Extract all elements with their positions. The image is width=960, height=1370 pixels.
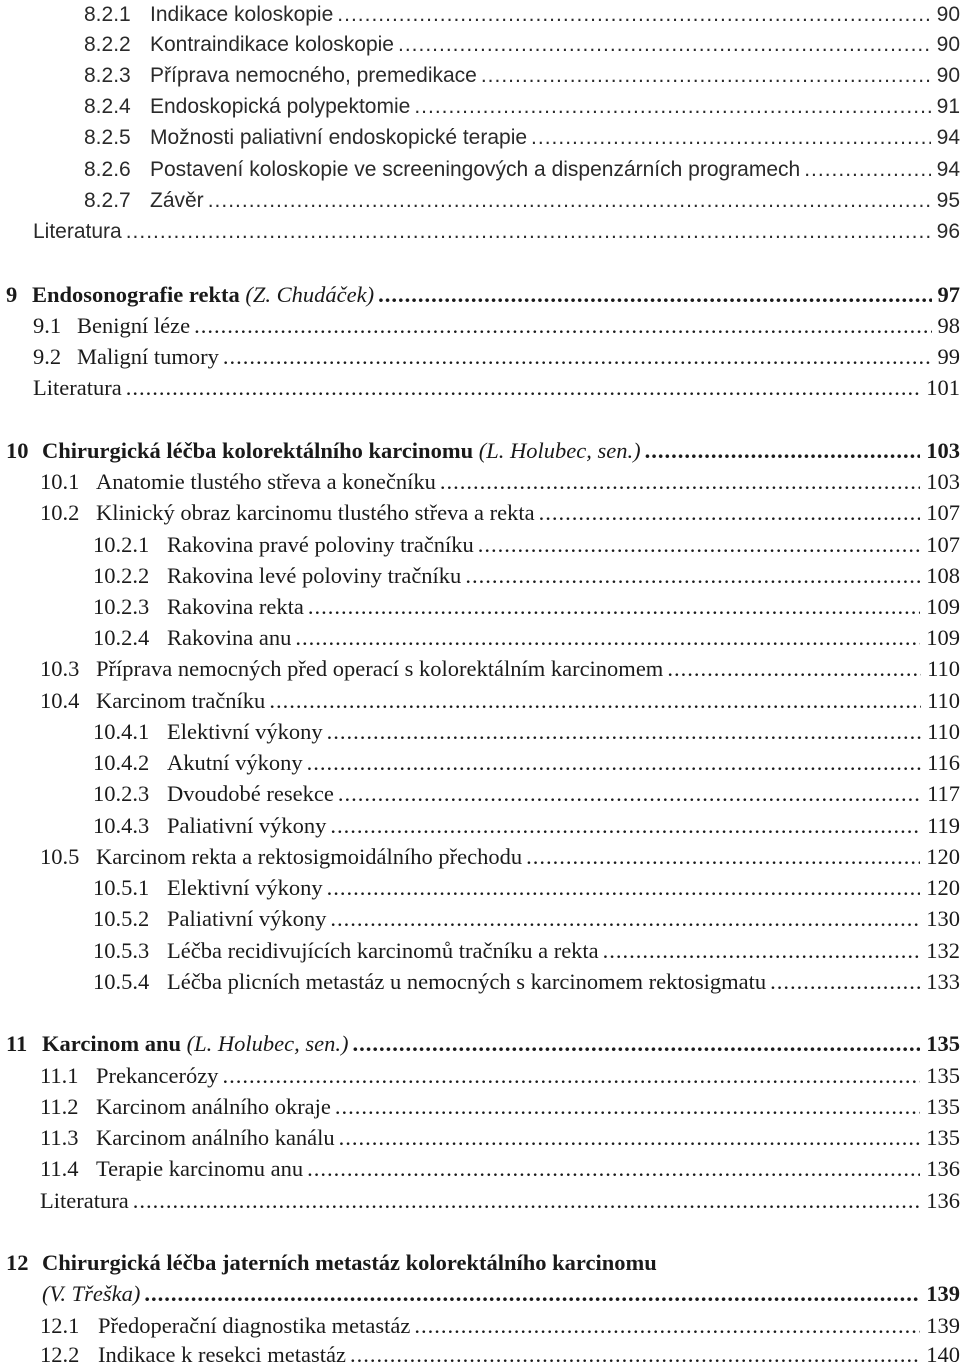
chapter-author: (L. Holubec, sen.)	[478, 438, 641, 463]
dot-leader	[398, 30, 931, 60]
entry-page: 95	[936, 189, 960, 212]
entry-title: Léčba plicních metastáz u nemocných s karcinomem rektosigmatu	[167, 969, 767, 994]
entry-number: 11.2	[40, 1094, 79, 1119]
entry-title: Indikace k resekci metastáz	[98, 1342, 346, 1367]
chapter-title-text: Chirurgická léčba jaterních metastáz kolorektálního karcinomu	[42, 1250, 657, 1275]
entry-page: 135	[926, 1125, 960, 1150]
entry-title: Léčba recidivujících karcinomů tračníku a rekta	[167, 938, 599, 963]
dot-leader	[770, 967, 920, 997]
chapter-page: 135	[926, 1031, 960, 1056]
toc-entry	[93, 530, 960, 560]
entry-number: 10.4.1	[93, 719, 150, 744]
entry-page: 133	[926, 969, 960, 994]
dot-leader	[307, 1154, 920, 1184]
entry-title: Maligní tumory	[77, 344, 219, 369]
dot-leader	[645, 436, 921, 466]
entry-number: 10.2.3	[93, 781, 150, 806]
chapter-title	[42, 436, 641, 466]
dot-leader	[194, 311, 931, 341]
chapter-title-text: Chirurgická léčba kolorektálního karcinomu	[42, 438, 474, 463]
entry-number: 10.5.4	[93, 969, 150, 994]
entry-title: Benigní léze	[77, 313, 191, 338]
dot-leader	[133, 1186, 921, 1216]
toc-entry	[84, 92, 960, 122]
toc-entry	[84, 30, 960, 60]
entry-title: Klinický obraz karcinomu tlustého střeva a rekta	[96, 500, 535, 525]
toc-entry	[93, 748, 960, 778]
entry-title: Elektivní výkony	[167, 719, 323, 744]
dot-leader	[350, 1340, 920, 1370]
entry-number: 10.3	[40, 656, 80, 681]
entry-number: 10.2.4	[93, 625, 150, 650]
entry-title: Dvoudobé resekce	[167, 781, 334, 806]
toc-entry	[93, 717, 960, 747]
entry-number: 12.2	[40, 1342, 80, 1367]
dot-leader	[338, 779, 921, 809]
entry-page: 132	[926, 938, 960, 963]
dot-leader	[339, 1123, 921, 1153]
dot-leader	[222, 1061, 920, 1091]
entry-title: Rakovina anu	[167, 625, 292, 650]
toc-entry	[40, 1311, 960, 1341]
entry-page: 110	[927, 719, 960, 744]
dot-leader	[478, 530, 920, 560]
entry-page: 136	[926, 1156, 960, 1181]
toc-entry	[93, 592, 960, 622]
entry-page: 135	[926, 1094, 960, 1119]
entry-number: 8.2.6	[84, 158, 131, 181]
toc-entry	[40, 686, 960, 716]
entry-page: 130	[926, 906, 960, 931]
entry-title: Karcinom rekta a rektosigmoidálního přechodu	[96, 844, 523, 869]
entry-page: 110	[927, 656, 960, 681]
entry-number: 10.5	[40, 844, 80, 869]
entry-title: Terapie karcinomu anu	[96, 1156, 304, 1181]
entry-page: 99	[937, 344, 960, 369]
chapter-number: 9	[6, 282, 18, 307]
entry-title: Příprava nemocných před operací s kolorektálním karcinomem	[96, 656, 664, 681]
entry-page: 101	[926, 375, 960, 400]
chapter-title	[32, 280, 374, 310]
entry-page: 110	[927, 688, 960, 713]
toc-entry	[93, 779, 960, 809]
dot-leader	[539, 498, 921, 528]
entry-title: Literatura	[33, 375, 122, 400]
toc-entry	[40, 654, 960, 684]
toc-entry	[84, 123, 960, 153]
entry-number: 10.1	[40, 469, 80, 494]
toc-entry	[93, 936, 960, 966]
entry-number: 8.2.5	[84, 126, 131, 149]
entry-title: Anatomie tlustého střeva a konečníku	[96, 469, 436, 494]
entry-number: 8.2.2	[84, 33, 131, 56]
entry-title: Literatura	[40, 1188, 129, 1213]
dot-leader	[667, 654, 921, 684]
entry-title: Rakovina rekta	[167, 594, 304, 619]
entry-number: 9.1	[33, 313, 62, 338]
entry-number: 11.1	[40, 1063, 79, 1088]
dot-leader	[327, 717, 921, 747]
entry-title: Kontraindikace koloskopie	[150, 33, 394, 56]
entry-title: Prekancerózy	[96, 1063, 219, 1088]
entry-page: 120	[926, 844, 960, 869]
toc-entry	[93, 623, 960, 653]
entry-page: 139	[926, 1313, 960, 1338]
toc-entry	[84, 61, 960, 91]
toc-chapter	[6, 280, 960, 310]
entry-number: 8.2.7	[84, 189, 131, 212]
toc-chapter	[42, 1279, 960, 1309]
entry-page: 107	[926, 500, 960, 525]
entry-page: 109	[926, 625, 960, 650]
entry-number: 9.2	[33, 344, 62, 369]
entry-page: 107	[926, 532, 960, 557]
toc-entry	[40, 467, 960, 497]
entry-number: 11.3	[40, 1125, 79, 1150]
entry-page: 117	[927, 781, 960, 806]
entry-title: Postavení koloskopie ve screeningových a dispenzárních programech	[150, 158, 801, 181]
entry-title: Možnosti paliativní endoskopické terapie	[150, 126, 528, 149]
toc-entry	[93, 811, 960, 841]
toc-entry	[84, 0, 960, 30]
entry-title: Paliativní výkony	[167, 906, 327, 931]
toc-entry-literature	[33, 217, 960, 247]
dot-leader	[378, 280, 931, 310]
entry-number: 10.4	[40, 688, 80, 713]
entry-title: Akutní výkony	[167, 750, 303, 775]
chapter-title	[42, 1029, 348, 1059]
entry-page: 98	[937, 313, 960, 338]
entry-page: 109	[926, 594, 960, 619]
dot-leader	[481, 61, 931, 91]
entry-page: 120	[926, 875, 960, 900]
toc-entry	[40, 498, 960, 528]
entry-title: Elektivní výkony	[167, 875, 323, 900]
dot-leader	[308, 592, 920, 622]
entry-title: Endoskopická polypektomie	[150, 95, 411, 118]
entry-title: Předoperační diagnostika metastáz	[98, 1313, 411, 1338]
dot-leader	[414, 1311, 920, 1341]
entry-page: 135	[926, 1063, 960, 1088]
entry-page: 91	[936, 95, 960, 118]
entry-page: 119	[927, 813, 960, 838]
dot-leader	[330, 811, 921, 841]
toc-chapter	[6, 1029, 960, 1059]
entry-title: Paliativní výkony	[167, 813, 327, 838]
toc-entry	[93, 873, 960, 903]
entry-page: 94	[936, 158, 960, 181]
toc-entry	[40, 1123, 960, 1153]
entry-number: 10.5.2	[93, 906, 150, 931]
toc-entry	[33, 311, 960, 341]
entry-number: 10.2	[40, 500, 80, 525]
chapter-page: 139	[926, 1281, 960, 1306]
toc-entry-literature	[33, 373, 960, 403]
dot-leader	[223, 342, 932, 372]
entry-number: 10.4.2	[93, 750, 150, 775]
entry-title: Karcinom análního okraje	[96, 1094, 331, 1119]
dot-leader	[327, 873, 921, 903]
chapter-author: (L. Holubec, sen.)	[186, 1031, 349, 1056]
toc-entry	[84, 186, 960, 216]
entry-title: Karcinom análního kanálu	[96, 1125, 335, 1150]
entry-page: 108	[926, 563, 960, 588]
dot-leader	[603, 936, 921, 966]
entry-title: Rakovina levé poloviny tračníku	[167, 563, 462, 588]
chapter-number: 12	[6, 1250, 29, 1275]
entry-title: Karcinom tračníku	[96, 688, 266, 713]
entry-title: Příprava nemocného, premedikace	[150, 64, 477, 87]
dot-leader	[126, 373, 921, 403]
toc-chapter	[6, 436, 960, 466]
entry-page: 136	[926, 1188, 960, 1213]
entry-title: Indikace koloskopie	[150, 3, 334, 26]
entry-number: 8.2.1	[84, 3, 131, 26]
chapter-title-text: Karcinom anu	[42, 1031, 181, 1056]
chapter-title-text: Endosonografie rekta	[32, 282, 240, 307]
entry-title: Literatura	[33, 220, 122, 243]
toc-entry	[93, 967, 960, 997]
entry-page: 90	[936, 3, 960, 26]
entry-page: 103	[926, 469, 960, 494]
dot-leader	[307, 748, 921, 778]
entry-number: 12.1	[40, 1313, 80, 1338]
chapter-author: (Z. Chudáček)	[245, 282, 375, 307]
entry-number: 8.2.3	[84, 64, 131, 87]
toc-entry	[40, 1340, 960, 1370]
dot-leader	[804, 155, 930, 185]
toc-entry	[33, 342, 960, 372]
dot-leader	[337, 0, 930, 30]
toc-chapter-heading	[6, 1248, 657, 1278]
dot-leader	[335, 1092, 920, 1122]
toc-entry	[40, 1154, 960, 1184]
dot-leader	[531, 123, 931, 153]
chapter-number: 10	[6, 438, 29, 463]
dot-leader	[414, 92, 930, 122]
dot-leader	[526, 842, 920, 872]
toc-entry	[40, 1061, 960, 1091]
dot-leader	[352, 1029, 920, 1059]
chapter-page: 97	[937, 282, 960, 307]
entry-number: 10.4.3	[93, 813, 150, 838]
entry-title: Rakovina pravé poloviny tračníku	[167, 532, 474, 557]
dot-leader	[330, 904, 920, 934]
dot-leader	[208, 186, 931, 216]
dot-leader	[440, 467, 920, 497]
entry-page: 116	[927, 750, 960, 775]
toc-entry-literature	[40, 1186, 960, 1216]
entry-page: 94	[936, 126, 960, 149]
dot-leader	[269, 686, 921, 716]
entry-number: 10.2.2	[93, 563, 150, 588]
entry-page: 90	[936, 33, 960, 56]
toc-entry	[93, 904, 960, 934]
dot-leader	[126, 217, 931, 247]
toc-entry	[84, 155, 960, 185]
dot-leader	[465, 561, 920, 591]
entry-title: Závěr	[150, 189, 204, 212]
toc-entry	[40, 842, 960, 872]
entry-number: 10.2.1	[93, 532, 150, 557]
entry-page: 90	[936, 64, 960, 87]
entry-number: 10.2.3	[93, 594, 150, 619]
entry-number: 11.4	[40, 1156, 79, 1181]
entry-page: 140	[926, 1342, 960, 1367]
dot-leader	[295, 623, 920, 653]
chapter-title	[42, 1279, 140, 1309]
toc-entry	[40, 1092, 960, 1122]
toc-entry	[93, 561, 960, 591]
chapter-author: (V. Třeška)	[42, 1281, 141, 1306]
chapter-number: 11	[6, 1031, 28, 1056]
dot-leader	[144, 1279, 920, 1309]
chapter-page: 103	[926, 438, 960, 463]
entry-number: 10.5.3	[93, 938, 150, 963]
entry-number: 8.2.4	[84, 95, 131, 118]
entry-number: 10.5.1	[93, 875, 150, 900]
entry-page: 96	[936, 220, 960, 243]
